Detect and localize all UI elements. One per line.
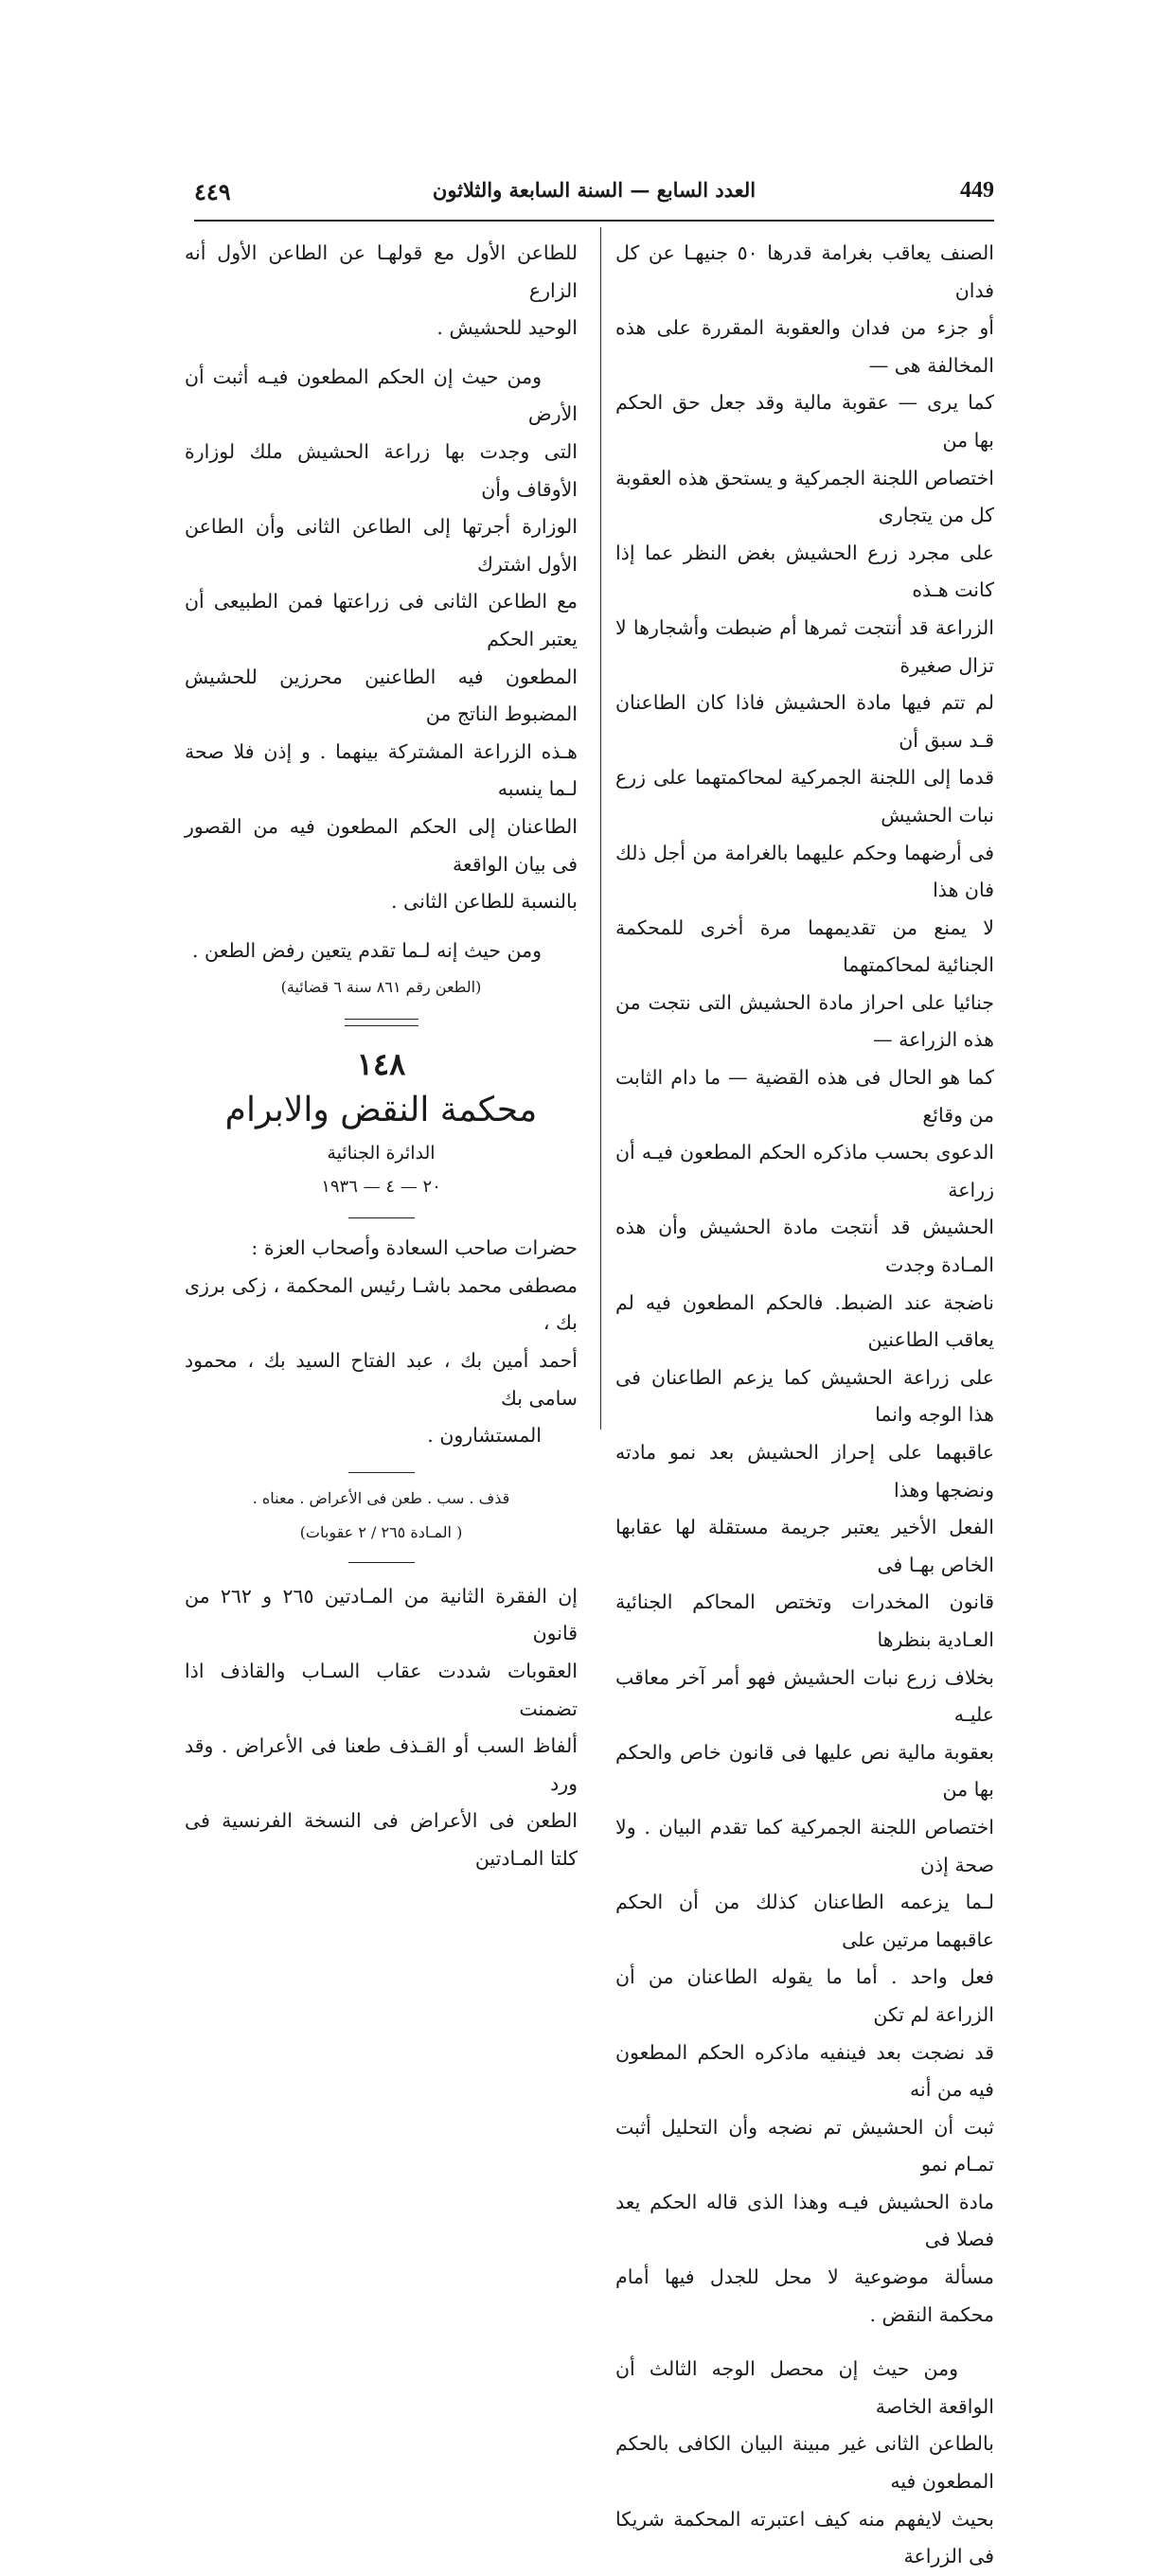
text-line: ومن حيث إن محصل الوجه الثالث أن الواقعة الخاصة: [615, 2357, 994, 2418]
keywords: قذف . سب . طعن فى الأعراض . معناه .: [252, 1488, 510, 1507]
text-line: جنائيا على احراز مادة الحشيش التى نتجت من هذه الزراعة —: [615, 990, 994, 1052]
judges-line: المستشارون .: [427, 1424, 542, 1448]
left-paragraph-1: [185, 235, 578, 347]
journal-issue-title: العدد السابع — السنة السابعة والثلاثون: [432, 178, 757, 202]
text-line: مع الطاعن الثانى فى زراعتها فمن الطبيعى أن يعتبر الحكم: [185, 590, 578, 650]
running-header: [194, 178, 994, 216]
divider: [348, 1472, 415, 1473]
appeal-reference: (الطعن رقم ٨٦١ سنة ٦ قضائية): [280, 978, 482, 997]
left-column: [185, 235, 578, 1878]
divider: [348, 1562, 415, 1563]
right-column: [615, 235, 994, 2576]
judges-line: أحمد أمين بك ، عبد الفتاح السيد بك ، محمود سامى بك: [185, 1349, 578, 1410]
text-line: بالنسبة للطاعن الثانى .: [390, 890, 578, 914]
text-line: لـما يزعمه الطاعنان كذلك من أن الحكم عاقبهما مرتين على: [615, 1891, 994, 1951]
text-line: بالطاعن الثانى غير مبينة البيان الكافى بالحكم المطعون فيه: [615, 2432, 994, 2494]
text-line: إن الفقرة الثانية من المـادتين ٢٦٥ و ٢٦٢ من قانون: [185, 1584, 578, 1645]
text-line: الدعوى بحسب ماذكره الحكم المطعون فيـه أن زراعة: [615, 1141, 994, 1201]
text-line: بحيث لايفهم منه كيف اعتبرته المحكمة شريكا فى الزراعة: [615, 2507, 994, 2568]
text-line: مسألة موضوعية لا محل للجدل فيها أمام محكمة النقض .: [615, 2265, 994, 2326]
text-line: التى وجدت بها زراعة الحشيش ملك لوزارة الأوقاف وأن: [185, 439, 578, 501]
text-line: على مجرد زرع الحشيش بغض النظر عما إذا كانت هـذه: [615, 541, 994, 602]
text-line: هـذه الزراعة المشتركة بينهما . و إذن فلا صحة لـما ينسبه: [185, 739, 578, 801]
right-paragraph-1: [615, 235, 994, 2334]
text-line: الزراعة قد أنتجت ثمرها أم ضبطت وأشجارها لا تزال صغيرة: [615, 615, 994, 677]
text-line: على زراعة الحشيش كما يزعم الطاعنان فى هذا الوجه وانما: [615, 1365, 994, 1427]
text-line: ثبت أن الحشيش تم نضجه وأن التحليل أثبت تمـام نمو: [615, 2115, 994, 2176]
right-paragraph-2: [615, 2351, 994, 2576]
text-line: الوزارة أجرتها إلى الطاعن الثانى وأن الطاعن الأول اشترك: [185, 515, 578, 576]
text-line: بعقوبة مالية نص عليها فى قانون خاص والحكم بها من: [615, 1740, 994, 1802]
text-line: الطاعنان إلى الحكم المطعون فيه من القصور فى بيان الواقعة: [185, 814, 578, 876]
text-line: الفعل الأخير يعتبر جريمة مستقلة لها عقابها الخاص بهـا فى: [615, 1516, 994, 1576]
text-line: العقوبات شددت عقاب السـاب والقاذف اذا تضمنت: [185, 1660, 578, 1720]
text-line: للطاعن الأول مع قولهـا عن الطاعن الأول أنه الزارع: [185, 241, 578, 302]
text-line: مادة الحشيش فيـه وهذا الذى قاله الحكم يعد فصلا فى: [615, 2190, 994, 2251]
article-reference: ( المـادة ٢٦٥ / ٢ عقوبات): [299, 1522, 463, 1541]
text-line: الحشيش قد أنتجت مادة الحشيش وأن هذه المـادة وجدت: [615, 1216, 994, 1277]
text-line: لا يمنع من تقديمهما مرة أخرى للمحكمة الجنائية لمحاكمتهما: [615, 915, 994, 977]
text-line: عاقبهما على إحراز الحشيش بعد نمو مادته ونضجها وهذا: [615, 1441, 994, 1501]
header-rule: [194, 220, 994, 222]
legal-principle: [185, 1578, 578, 1878]
text-line: قانون المخدرات وتختص المحاكم الجنائية العـادية بنظرها: [615, 1590, 994, 1651]
section-divider: [345, 1019, 418, 1026]
page-number: 449: [960, 178, 994, 203]
text-line: الطعن فى الأعراض فى النسخة الفرنسية فى كلتا المـادتين: [185, 1809, 578, 1870]
text-line: ناضجة عند الضبط. فالحكم المطعون فيه لم يعاقب الطاعنين: [615, 1290, 994, 1352]
text-line: الصنف يعاقب بغرامة قدرها ٥٠ جنيهـا عن كل فدان: [615, 241, 994, 302]
text-line: فعل واحد . أما ما يقوله الطاعنان من أن الزراعة لم تكن: [615, 1965, 994, 2026]
text-line: لم تتم فيها مادة الحشيش فاذا كان الطاعنان قـد سبق أن: [615, 691, 994, 752]
page-number-arabic: ٤٤٩: [194, 178, 231, 205]
attendance-intro: حضرات صاحب السعادة وأصحاب العزة :: [251, 1236, 578, 1260]
text-line: أو جزء من فدان والعقوبة المقررة على هذه المخالفة هى —: [615, 316, 994, 377]
text-line: ومن حيث إنه لـما تقدم يتعين رفض الطعن .: [191, 938, 542, 962]
left-paragraph-2: [185, 359, 578, 921]
text-line: المطعون فيه الطاعنين محرزين للحشيش المضبوط الناتج من: [185, 665, 578, 726]
text-line: كما هو الحال فى هذه القضية — ما دام الثابت من وقائع: [615, 1066, 994, 1127]
case-number: ١٤٨: [356, 1046, 406, 1083]
text-line: فى أرضهما وحكم عليهما بالغرامة من أجل ذلك فان هذا: [615, 841, 994, 902]
judgment-date: ٢٠ — ٤ — ١٩٣٦: [321, 1177, 441, 1198]
text-line: ومن حيث إن الحكم المطعون فيـه أثبت أن الأرض: [185, 364, 578, 426]
text-line: قد نضجت بعد فينفيه ماذكره الحكم المطعون فيه من أنه: [615, 2040, 994, 2102]
judges-line: مصطفى محمد باشـا رئيس المحكمة ، زكى برزى بك ،: [185, 1273, 578, 1335]
column-divider: [600, 227, 601, 1430]
text-line: كما يرى — عقوبة مالية وقد جعل حق الحكم بها من: [615, 391, 994, 452]
court-name: محكمة النقض والابرام: [224, 1091, 538, 1130]
text-line: اختصاص اللجنة الجمركية كما تقدم البيان . ولا صحة إذن: [615, 1815, 994, 1876]
divider: [348, 1217, 415, 1218]
text-line: الوحيد للحشيش .: [436, 316, 578, 340]
text-line: اختصاص اللجنة الجمركية و يستحق هذه العقوبة كل من يتجارى: [615, 466, 994, 527]
text-line: قدما إلى اللجنة الجمركية لمحاكمتهما على زرع نبات الحشيش: [615, 766, 994, 826]
text-line: ألفاظ السب أو القـذف طعنا فى الأعراض . وقد ورد: [185, 1734, 578, 1795]
court-circuit: الدائرة الجنائية: [327, 1143, 436, 1164]
text-line: بخلاف زرع نبات الحشيش فهو أمر آخر معاقب عليـه: [615, 1665, 994, 1727]
